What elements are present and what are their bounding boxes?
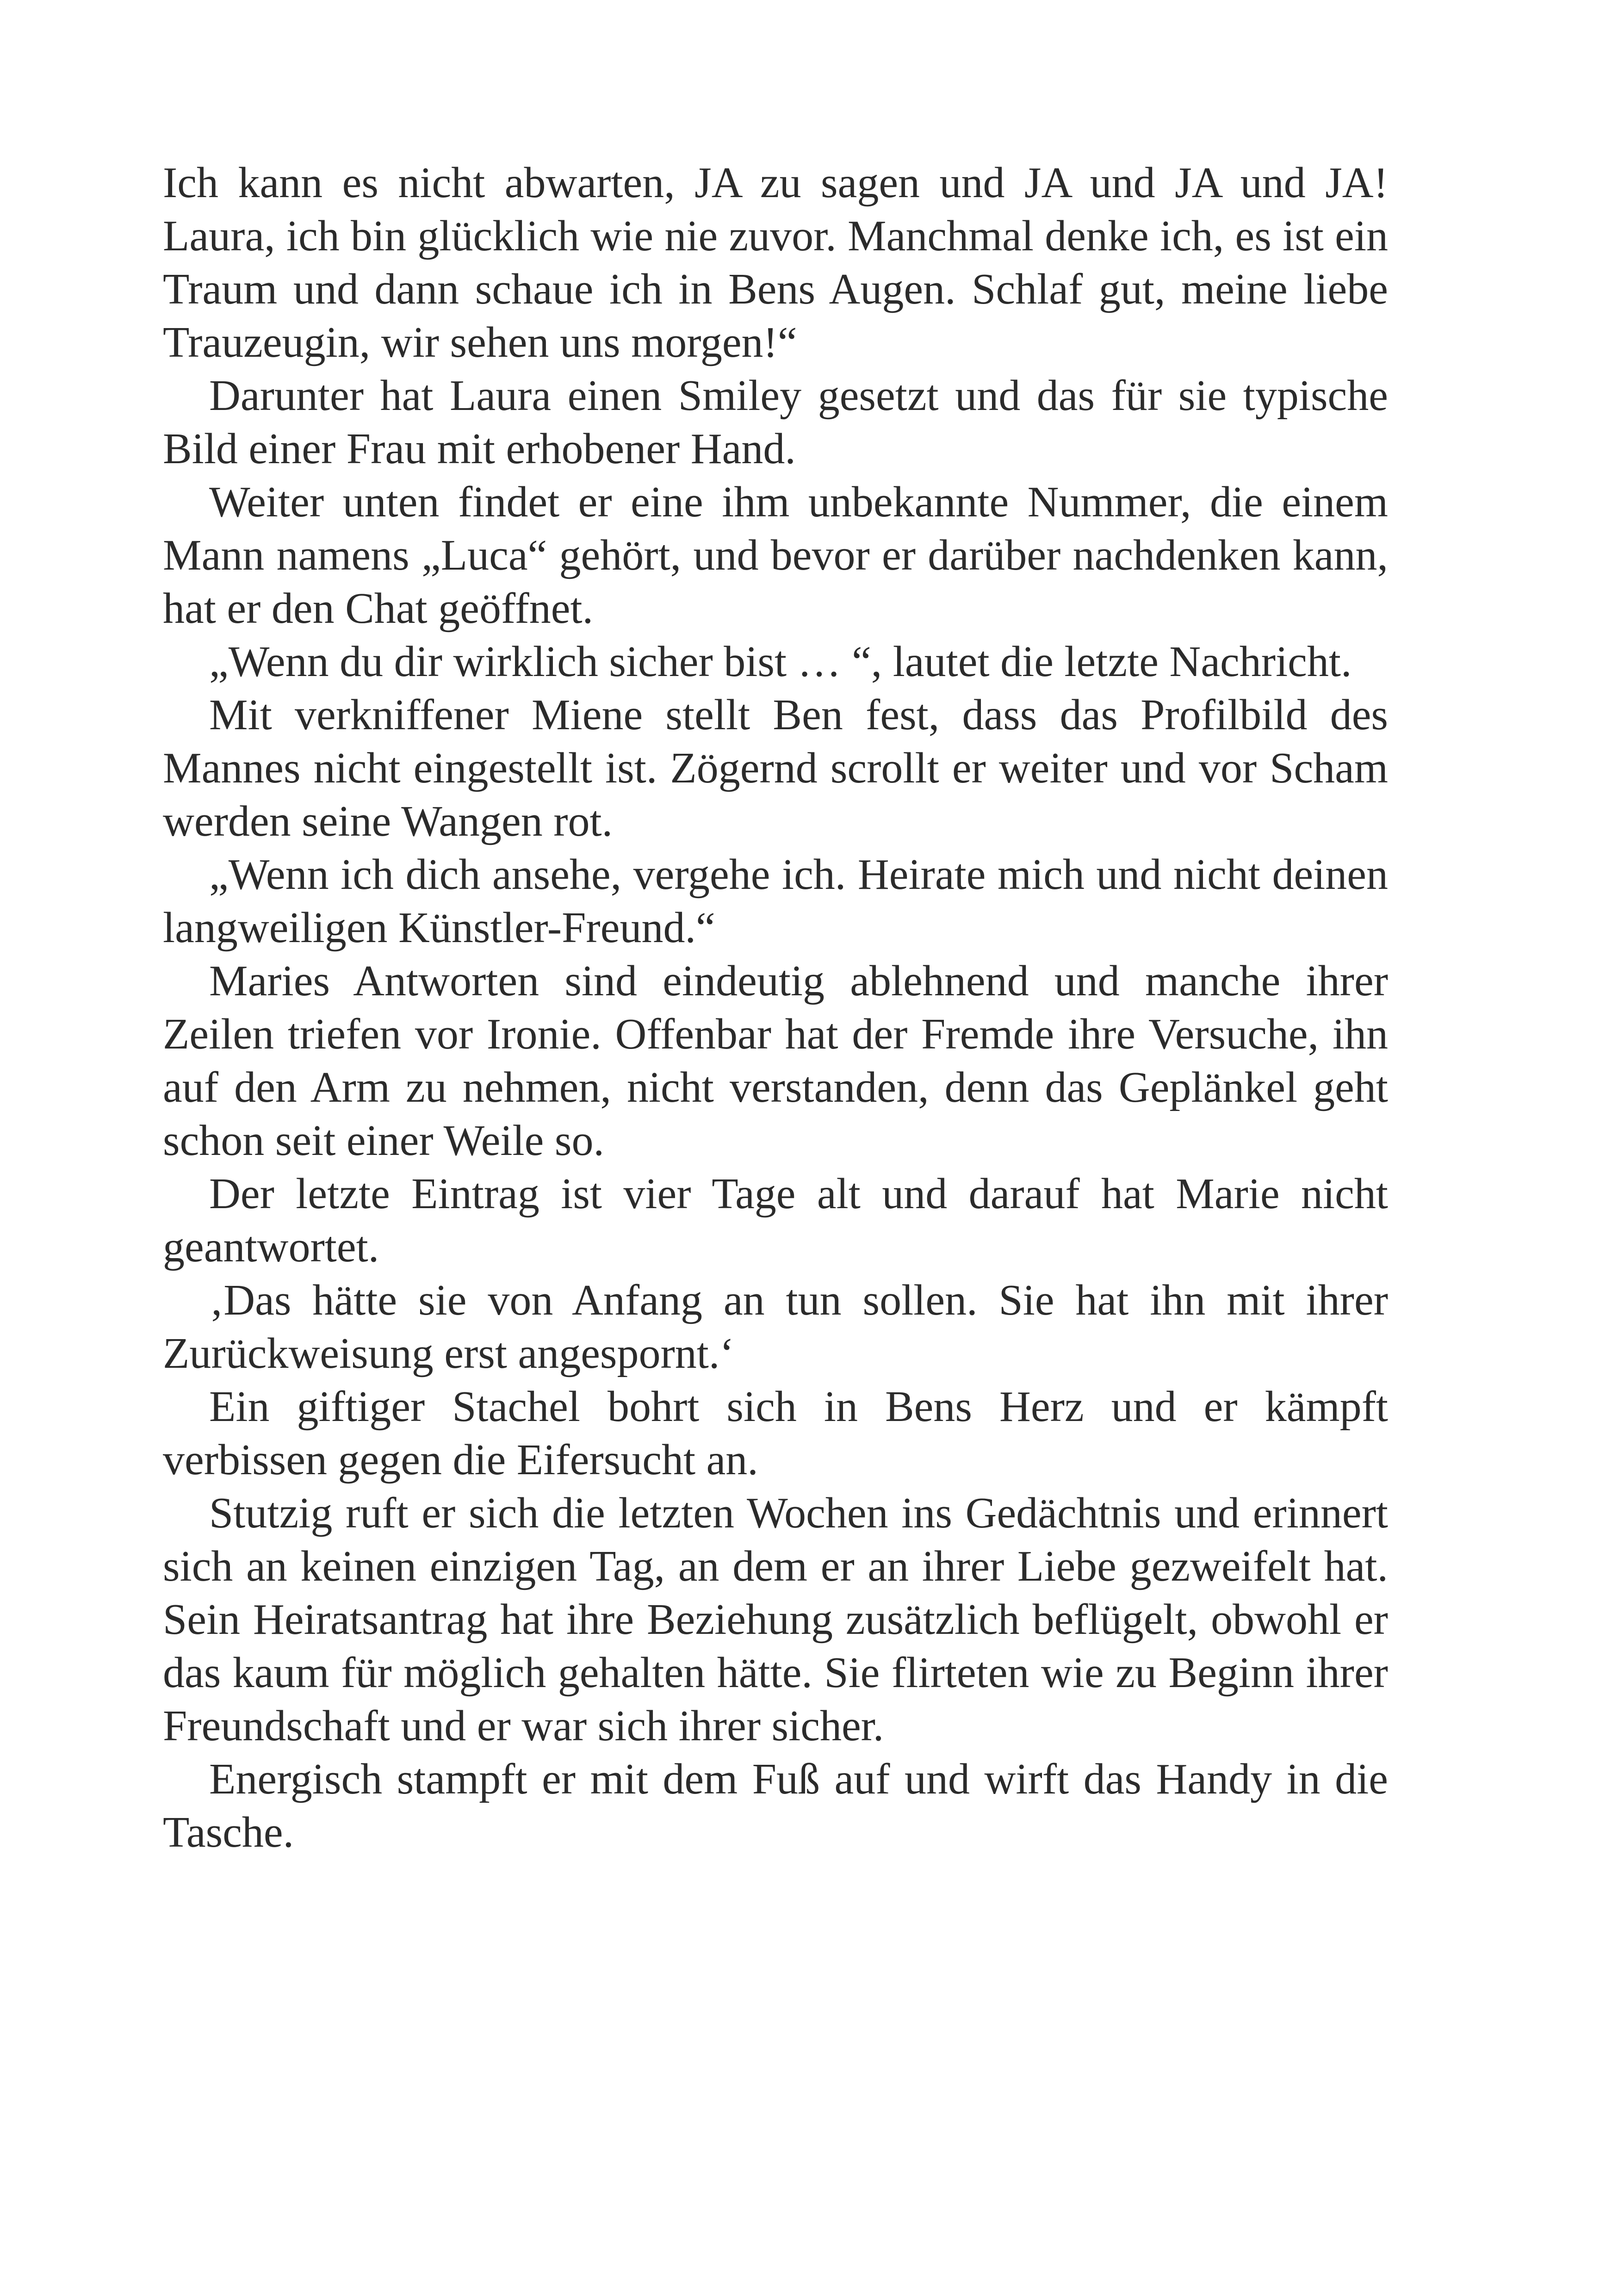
paragraph-12: Energisch stampft er mit dem Fuß auf und wirft das Handy in die Tasche. bbox=[163, 1755, 1388, 1856]
paragraph-5: Mit verkniffener Miene stellt Ben fest, dass das Profilbild des Mannes nicht eingestellt ist. Zögernd scrollt er weiter und vor Scham werden seine Wangen rot. bbox=[163, 691, 1388, 845]
paragraph-1: Ich kann es nicht abwarten, JA zu sagen und JA und JA und JA! Laura, ich bin glücklich wie nie zuvor. Manchmal denke ich, es ist ein Traum und dann schaue ich in Bens Augen. Schlaf gut, meine liebe Trauzeugin, wir sehen uns morgen!“ bbox=[163, 159, 1388, 366]
paragraph-6: „Wenn ich dich ansehe, vergehe ich. Heirate mich und nicht deinen langweiligen Künstler-Freund.“ bbox=[163, 850, 1388, 952]
paragraph-7: Maries Antworten sind eindeutig ablehnend und manche ihrer Zeilen triefen vor Ironie. Offenbar hat der Fremde ihre Versuche, ihn auf den Arm zu nehmen, nicht verstanden, denn das Geplänkel geht schon seit einer Weile so. bbox=[163, 957, 1388, 1165]
body-text bbox=[163, 156, 1388, 1859]
paragraph-11: Stutzig ruft er sich die letzten Wochen ins Gedächtnis und erinnert sich an keinen einzigen Tag, an dem er an ihrer Liebe gezweifelt hat. Sein Heiratsantrag hat ihre Beziehung zusätzlich beflügelt, obwohl er das kaum für möglich gehalten hätte. Sie flirteten wie zu Beginn ihrer Freundschaft und er war sich ihrer sicher. bbox=[163, 1489, 1388, 1750]
paragraph-9: ‚Das hätte sie von Anfang an tun sollen. Sie hat ihn mit ihrer Zurückweisung erst angespornt.‘ bbox=[163, 1276, 1388, 1378]
paragraph-8: Der letzte Eintrag ist vier Tage alt und darauf hat Marie nicht geantwortet. bbox=[163, 1170, 1388, 1271]
paragraph-10: Ein giftiger Stachel bohrt sich in Bens Herz und er kämpft verbissen gegen die Eifersucht an. bbox=[163, 1383, 1388, 1484]
paragraph-2: Darunter hat Laura einen Smiley gesetzt und das für sie typische Bild einer Frau mit erhobener Hand. bbox=[163, 372, 1388, 473]
paragraph-4: „Wenn du dir wirklich sicher bist … “, lautet die letzte Nachricht. bbox=[209, 638, 1352, 686]
paragraph-3: Weiter unten findet er eine ihm unbekannte Nummer, die einem Mann namens „Luca“ gehört, und bevor er darüber nachdenken kann, hat er den Chat geöffnet. bbox=[163, 478, 1388, 633]
